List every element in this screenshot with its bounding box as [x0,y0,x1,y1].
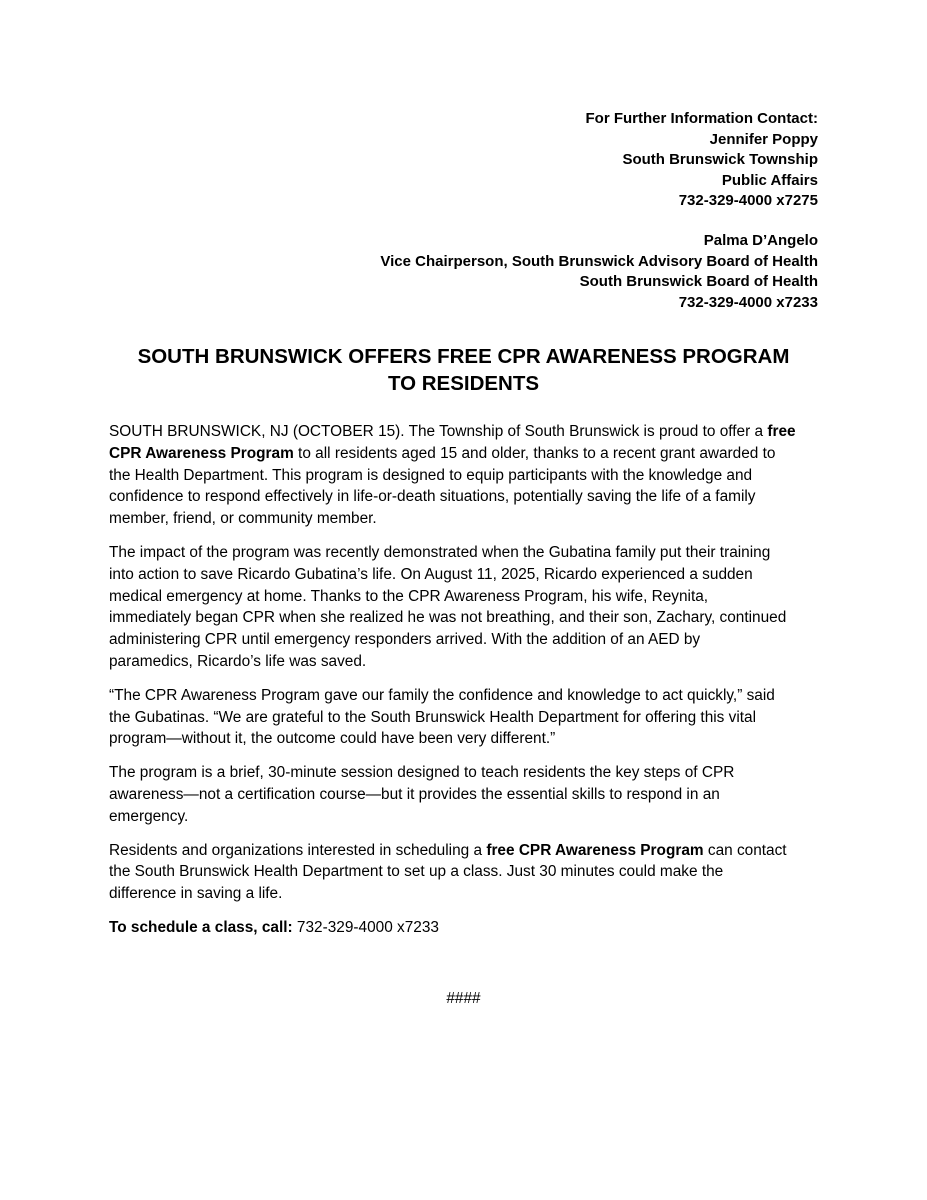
contact-title: Vice Chairperson, South Brunswick Advisory Board of Health [380,252,818,270]
schedule-label: To schedule a class, call: [109,918,293,936]
paragraph-impact: The impact of the program was recently demonstrated when the Gubatina family put their training into action to save Ricardo Gubatina’s life. On August 11, 2025, Ricardo experienced a sudden medical emergency at home. Thanks to the CPR Awareness Program, his wife, Reynita, immediately began CPR when she realized he was not breathing, and their son, Zachary, continued administering CPR until emergency responders arrived. With the addition of an AED by paramedics, Ricardo’s life was saved. [109,543,787,670]
secondary-contact-block [380,231,818,313]
contact-organization: South Brunswick Board of Health [579,273,818,290]
contact-heading: For Further Information Contact: [585,110,818,127]
schedule-call-line [109,917,821,939]
headline-line: SOUTH BRUNSWICK OFFERS FREE CPR AWARENESS PROGRAM [137,345,790,368]
contact-name: Palma D’Angelo [703,232,818,249]
press-release-body [109,421,821,951]
schedule-phone: 732-329-4000 x7233 [292,918,439,936]
end-of-release-mark: #### [446,990,481,1007]
press-release-headline [100,343,827,397]
bold-text: free CPR Awareness Program [486,841,704,859]
primary-contact-block [586,109,819,212]
contact-organization: South Brunswick Township [622,151,818,168]
headline-line: TO RESIDENTS [387,372,540,395]
paragraph-intro: SOUTH BRUNSWICK, NJ (OCTOBER 15). The Township of South Brunswick is proud to offer a free CPR Awareness Program to all residents aged 15 and older, thanks to a recent grant awarded to the Health Department. This program is designed to equip participants with the knowledge and confidence to respond effectively in life-or-death situations, potentially saving the life of a family member, friend, or community member. [109,423,796,528]
paragraph-scheduling: Residents and organizations interested in scheduling a free CPR Awareness Program can contact the South Brunswick Health Department to set up a class. Just 30 minutes could make the difference in saving a life. [109,841,787,903]
contact-department: Public Affairs [721,171,818,189]
contact-phone: 732-329-4000 x7275 [678,192,818,209]
contact-name: Jennifer Poppy [709,130,818,148]
bold-text: free [767,423,796,440]
bold-text: CPR Awareness Program [109,444,294,462]
paragraph-program-details: The program is a brief, 30-minute session designed to teach residents the key steps of CPR awareness—not a certification course—but it provides the essential skills to respond in an emergency. [109,764,735,825]
contact-phone: 732-329-4000 x7233 [678,293,818,311]
paragraph-quote: “The CPR Awareness Program gave our family the confidence and knowledge to act quickly,” said the Gubatinas. “We are grateful to the South Brunswick Health Department for offering this vital program—without it, the outcome could have been very different.” [109,686,775,748]
